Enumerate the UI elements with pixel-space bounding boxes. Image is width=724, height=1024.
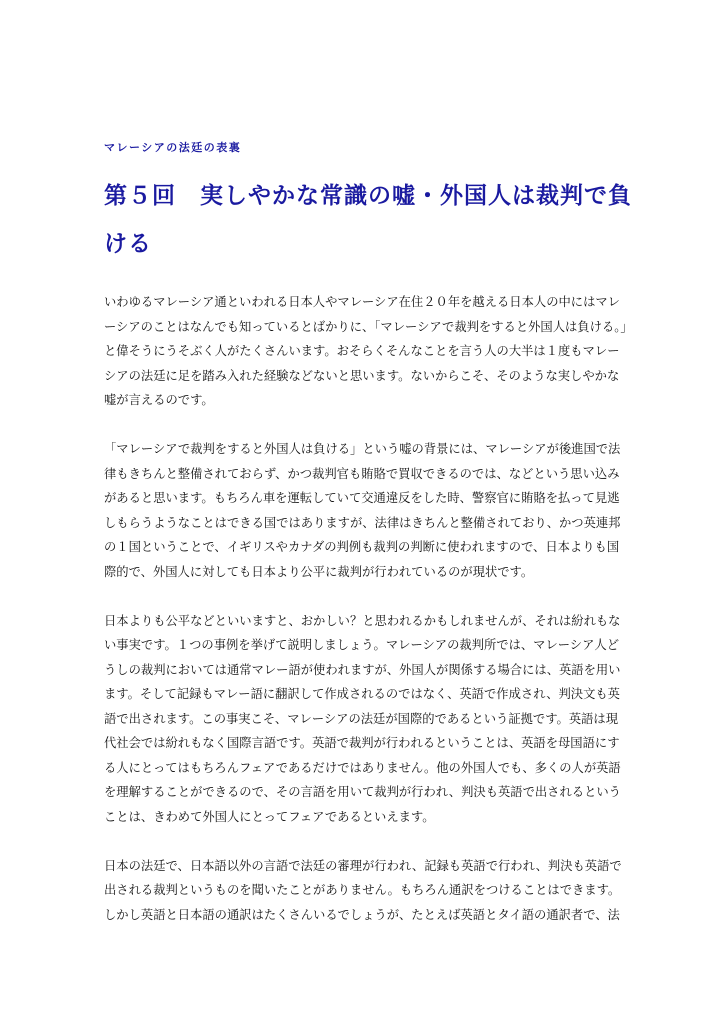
paragraph-line: シアの法廷に足を踏み入れた経験などないと思います。ないからこそ、そのような実しやかな bbox=[104, 368, 620, 383]
article-title bbox=[104, 172, 632, 268]
paragraph-line: しかし英語と日本語の通訳はたくさんいるでしょうが、たとえば英語とタイ語の通訳者で、法 bbox=[104, 907, 620, 922]
paragraph-line: る人にとってはもちろんフェアであるだけではありません。他の外国人でも、多くの人が英語 bbox=[104, 760, 621, 775]
paragraph-line: 日本の法廷で、日本語以外の言語で法廷の審理が行われ、記録も英語で行われ、判決も英語で bbox=[104, 858, 622, 873]
paragraph-line: 律もきちんと整備されておらず、かつ裁判官も賄賂で買収できるのでは、などという思い込み bbox=[104, 466, 620, 481]
paragraph-line: 語で出されます。この事実こそ、マレーシアの法廷が国際的であるという証拠です。英語は現 bbox=[104, 711, 619, 726]
paragraph-line: 出される裁判というものを聞いたことがありません。もちろん通訳をつけることはできます。 bbox=[104, 883, 621, 897]
paragraph-line: と偉そうにうそぶく人がたくさんいます。おそらくそんなことを言う人の大半は１度もマレー bbox=[104, 344, 620, 358]
series-label: マレーシアの法廷の表裏 bbox=[104, 141, 242, 154]
paragraph-line: があると思います。もちろん車を運転していて交通違反をした時、警察官に賄賂を払って見逃 bbox=[104, 491, 620, 505]
paragraph-line: 際的で、外国人に対しても日本より公平に裁判が行われているのが現状です。 bbox=[104, 564, 534, 579]
paragraph bbox=[104, 437, 624, 584]
paragraph-line: いわゆるマレーシア通といわれる日本人やマレーシア在住２０年を越える日本人の中にはマレ bbox=[104, 295, 620, 309]
paragraph-line: しもらうようなことはできる国ではありますが、法律はきちんと整備されており、かつ英連邦 bbox=[104, 515, 621, 530]
title-line: ける bbox=[104, 231, 152, 257]
paragraph-line: の１国ということで、イギリスやカナダの判例も裁判の判断に使われますので、日本よりも国 bbox=[104, 540, 620, 554]
paragraph bbox=[104, 854, 624, 928]
paragraph-line: い事実です。１つの事例を挙げて説明しましょう。マレーシアの裁判所では、マレーシア人ど bbox=[104, 638, 619, 652]
paragraph-line: 日本よりも公平などといいますと、おかしい？と思われるかもしれませんが、それは紛れもな bbox=[104, 613, 621, 628]
paragraph-line: 「マレーシアで裁判をすると外国人は負ける」という嘘の背景には、マレーシアが後進国で法 bbox=[104, 442, 621, 456]
title-line: 第５回 実しやかな常識の嘘・外国人は裁判で負 bbox=[104, 183, 632, 209]
paragraph-line: ーシアのことはなんでも知っているとばかりに、「マレーシアで裁判をすると外国人は負ける。」 bbox=[104, 319, 633, 334]
paragraph-line: 嘘が言えるのです。 bbox=[104, 393, 214, 407]
article-body bbox=[104, 290, 633, 952]
paragraph-line: 代社会では紛れもなく国際言語です。英語で裁判が行われるということは、英語を母国語にす bbox=[104, 736, 620, 750]
paragraph-line: ことは、きわめて外国人にとってフェアであるといえます。 bbox=[104, 809, 435, 824]
paragraph-line: うしの裁判においては通常マレー語が使われますが、外国人が関係する場合には、英語を用い bbox=[104, 662, 621, 677]
paragraph bbox=[104, 609, 624, 830]
paragraph-line: を理解することができるので、その言語を用いて裁判が行われ、判決も英語で出されるという bbox=[104, 785, 621, 799]
paragraph-line: ます。そして記録もマレー語に翻訳して作成されるのではなく、英語で作成され、判決文も英 bbox=[104, 687, 620, 701]
paragraph bbox=[104, 290, 633, 413]
